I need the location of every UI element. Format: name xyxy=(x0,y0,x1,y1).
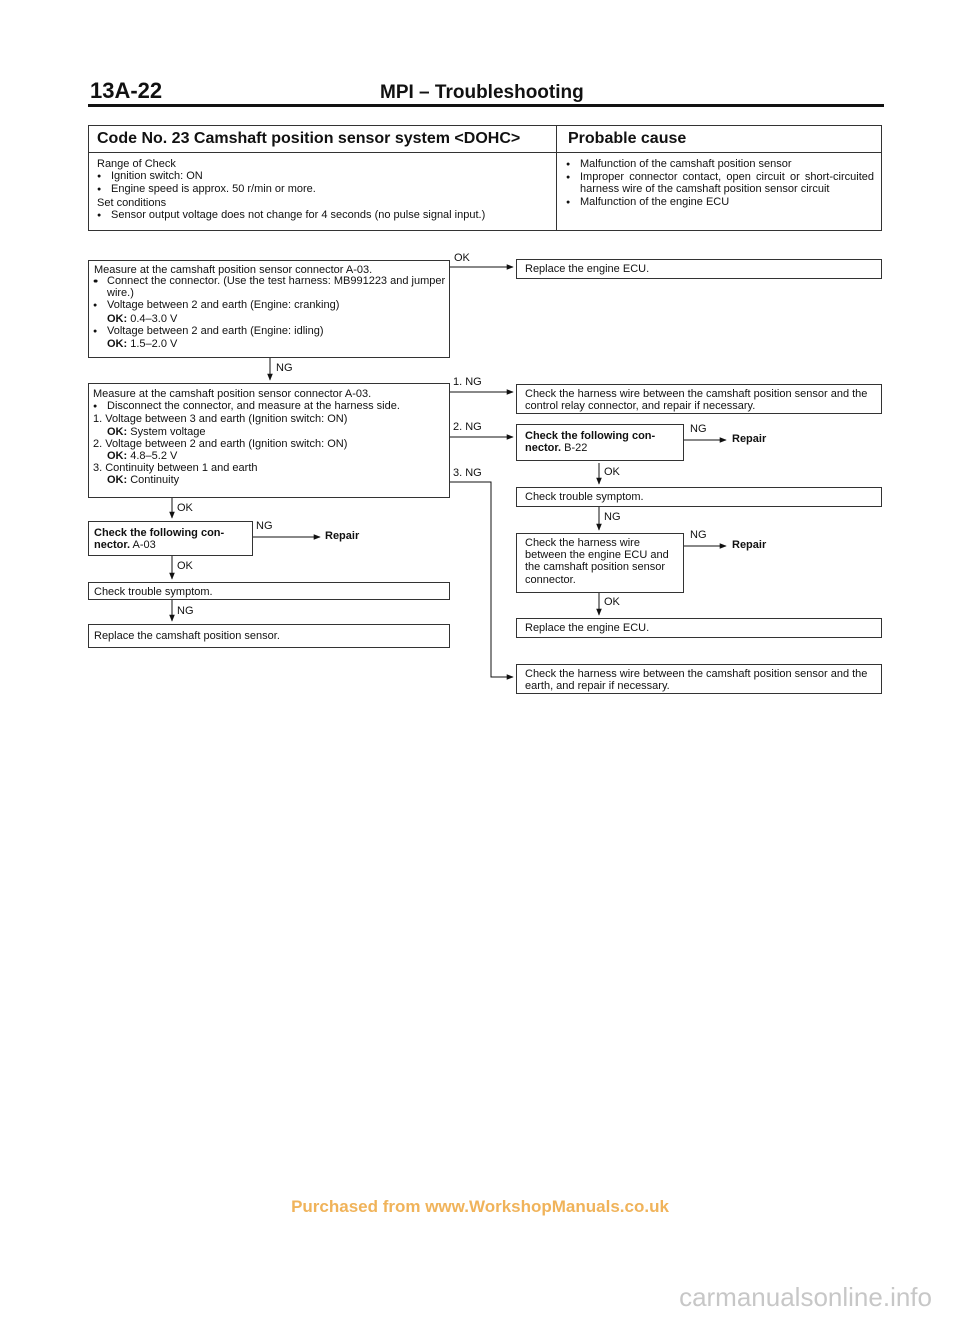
step2-ng1-label: 1. NG xyxy=(453,376,482,388)
step2-i3: 3. Continuity between 1 and earth xyxy=(93,462,258,475)
set-label: Set conditions xyxy=(97,196,167,209)
set-item: ● Sensor output voltage does not change for 4 seconds (no pulse signal input.) xyxy=(97,209,552,222)
harness-ecu-ok-label: OK xyxy=(604,596,620,608)
page-number: 13A-22 xyxy=(90,78,163,103)
step2-ok2-value: 4.8–5.2 V xyxy=(130,450,178,463)
step1-title: Measure at the camshaft position sensor connector A-03. xyxy=(94,264,373,276)
trouble-left-ng-label: NG xyxy=(177,605,194,617)
check-connector-a03-bold: Check the following con- nector. xyxy=(94,527,225,552)
replace-sensor-box xyxy=(88,624,450,648)
step2-title: Measure at the camshaft position sensor connector A-03. xyxy=(93,388,372,400)
ok-label: OK: xyxy=(107,450,128,463)
ok-label: OK: xyxy=(107,338,128,351)
trouble-symptom-left-box xyxy=(88,582,450,600)
harness-ecu-repair: Repair xyxy=(732,539,767,551)
range-item: ● Engine speed is approx. 50 r/min or more. xyxy=(97,183,552,196)
ok-label: OK: xyxy=(107,425,128,438)
step2-ok1-value: System voltage xyxy=(130,425,206,438)
replace-ecu-top-text: Replace the engine ECU. xyxy=(525,263,650,275)
replace-sensor-text: Replace the camshaft position sensor. xyxy=(94,630,280,642)
step1-ok2-value: 0.4–3.0 V xyxy=(130,312,178,325)
step1-ng-label: NG xyxy=(276,362,293,374)
check-connector-b22-box xyxy=(516,424,684,461)
step2-ok3-value: Continuity xyxy=(130,474,180,487)
step1-ok2 xyxy=(93,313,448,325)
a03-ok-label: OK xyxy=(177,560,193,572)
a03-repair: Repair xyxy=(325,530,360,542)
trouble-right-ng-label: NG xyxy=(604,511,621,523)
step2-ng3-label: 3. NG xyxy=(453,467,482,479)
range-label: Range of Check xyxy=(97,158,176,170)
harness-ecu-ng-label: NG xyxy=(690,529,707,541)
harness-ecu-text: Check the harness wire between the engine ECU and the camshaft position sensor connector. xyxy=(525,537,669,586)
step2-i1: 1. Voltage between 3 and earth (Ignition switch: ON) xyxy=(93,413,348,426)
harness-ecu-box xyxy=(516,533,684,593)
b22-code: B-22 xyxy=(564,442,588,455)
step1-b2: ● Voltage between 2 and earth (Engine: cranking) xyxy=(93,299,448,312)
step2-ok3 xyxy=(93,474,448,486)
harness-earth-text: Check the harness wire between the camshaft position sensor and the earth, and repair if necessary. xyxy=(525,668,868,693)
step2-b1: ● Disconnect the connector, and measure at the harness side. xyxy=(93,400,448,413)
a03-ng-label: NG xyxy=(256,520,273,532)
cause-item: ● Malfunction of the engine ECU xyxy=(566,196,874,209)
cause-item: Improper connector contact, open circuit or short-circuited harness wire of the camshaft position sensor circuit xyxy=(580,171,874,196)
code-table-heading: Code No. 23 Camshaft position sensor system <DOHC> xyxy=(97,130,521,147)
harness-earth-box xyxy=(516,664,882,694)
step1-ok3-value: 1.5–2.0 V xyxy=(130,338,178,351)
step1-content xyxy=(93,275,448,350)
arrow-step2-ng3 xyxy=(449,482,513,677)
ok-label: OK: xyxy=(107,312,128,325)
trouble-symptom-right-box xyxy=(516,487,882,507)
b22-repair: Repair xyxy=(732,433,767,445)
bullet-icon xyxy=(93,275,107,299)
watermark: carmanualsonline.info xyxy=(679,1282,932,1312)
step1-b3: ● Voltage between 2 and earth (Engine: idling) xyxy=(93,325,448,338)
b22-ok-label: OK xyxy=(604,466,620,478)
step1-ok3 xyxy=(93,338,448,350)
check-connector-b22-bold: Check the following con- nector. xyxy=(525,430,656,455)
step2-content xyxy=(93,388,448,487)
step1-b1: Connect the connector. (Use the test harness: MB991223 and jumper wire.) xyxy=(107,275,446,300)
replace-ecu-bottom-box xyxy=(516,618,882,638)
harness-relay-box xyxy=(516,384,882,414)
probable-cause-heading: Probable cause xyxy=(568,130,687,147)
check-connector-b22-text xyxy=(525,430,675,454)
replace-ecu-bottom-text: Replace the engine ECU. xyxy=(525,622,650,634)
b22-ng-label: NG xyxy=(690,423,707,435)
check-connector-a03-box xyxy=(88,521,253,556)
step2-ok1 xyxy=(93,426,448,438)
step2-i2: 2. Voltage between 2 and earth (Ignition switch: ON) xyxy=(93,437,348,450)
a03-code: A-03 xyxy=(132,539,156,552)
step2-ok-label: OK xyxy=(177,502,193,514)
purchased-footer: Purchased from www.WorkshopManuals.co.uk xyxy=(291,1197,669,1216)
page-title: MPI – Troubleshooting xyxy=(380,82,584,103)
harness-relay-text: Check the harness wire between the camshaft position sensor and the control relay connector, and repair if necessary. xyxy=(525,388,868,413)
step1-ok-label: OK xyxy=(454,252,470,264)
replace-ecu-top-box xyxy=(516,259,882,279)
ok-label: OK: xyxy=(107,474,128,487)
range-item: ● Ignition switch: ON xyxy=(97,170,552,183)
trouble-symptom-left-text: Check trouble symptom. xyxy=(94,586,213,598)
step2-ng2-label: 2. NG xyxy=(453,421,482,433)
trouble-symptom-right-text: Check trouble symptom. xyxy=(525,491,644,503)
check-connector-a03-text xyxy=(94,527,247,551)
cause-item: ● Malfunction of the camshaft position sensor xyxy=(566,158,874,171)
step2-ok2 xyxy=(93,450,448,462)
